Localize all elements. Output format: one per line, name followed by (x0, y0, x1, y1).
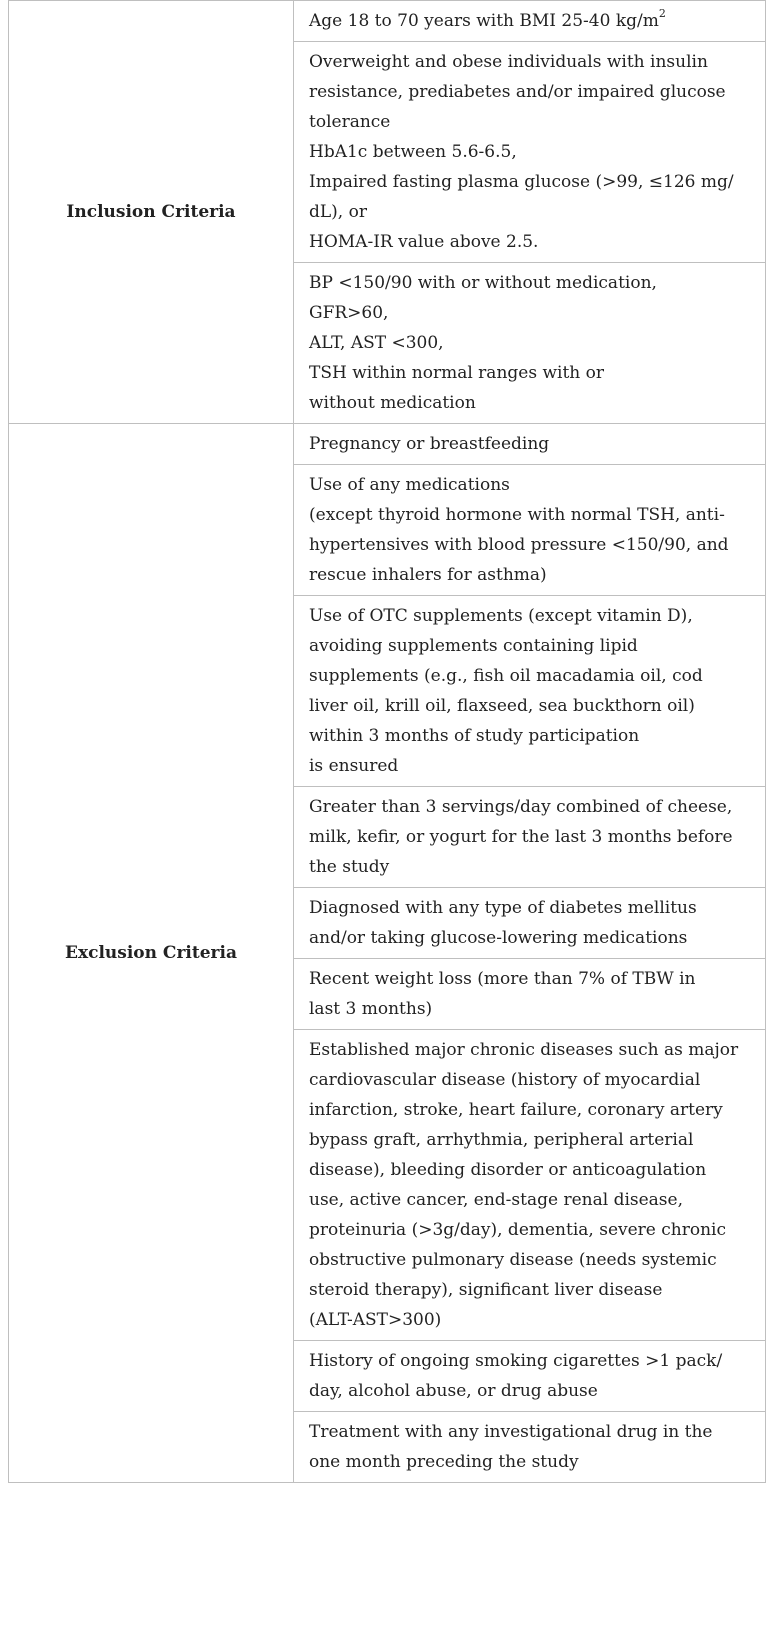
criteria-line (309, 197, 751, 227)
criteria-line (309, 268, 751, 298)
criteria-line-text: disease), bleeding disorder or anticoagulation (309, 1160, 707, 1180)
criteria-cell (294, 1030, 766, 1341)
superscript: 2 (658, 7, 666, 21)
criteria-line-text: supplements (e.g., fish oil macadamia oil, cod (309, 666, 703, 686)
criteria-line-text: Use of OTC supplements (except vitamin D), (309, 606, 693, 626)
criteria-line-text: Impaired fasting plasma glucose (>99, ≤126 mg/ (309, 172, 734, 192)
criteria-line-text: TSH within normal ranges with or (309, 363, 604, 383)
criteria-line-text: HbA1c between 5.6-6.5, (309, 142, 517, 162)
criteria-line (309, 822, 751, 852)
criteria-line (309, 1065, 751, 1095)
criteria-line-text: (except thyroid hormone with normal TSH, anti- (309, 505, 725, 525)
criteria-line-text: Overweight and obese individuals with insulin (309, 52, 708, 72)
criteria-line (309, 388, 751, 418)
criteria-line (309, 137, 751, 167)
criteria-line (309, 328, 751, 358)
criteria-line (309, 429, 751, 459)
criteria-line (309, 1447, 751, 1477)
criteria-cell (294, 1412, 766, 1483)
criteria-line-text: History of ongoing smoking cigarettes >1 pack/ (309, 1351, 723, 1371)
criteria-line-text: last 3 months) (309, 999, 433, 1019)
criteria-line-text: use, active cancer, end-stage renal disease, (309, 1190, 683, 1210)
criteria-line (309, 500, 751, 530)
criteria-cell (294, 1, 766, 42)
criteria-line (309, 77, 751, 107)
criteria-line-text: steroid therapy), significant liver disease (309, 1280, 663, 1300)
criteria-line (309, 994, 751, 1024)
criteria-line-text: and/or taking glucose-lowering medications (309, 928, 688, 948)
criteria-line (309, 227, 751, 257)
criteria-line (309, 1376, 751, 1406)
criteria-line (309, 1417, 751, 1447)
criteria-line (309, 47, 751, 77)
criteria-line (309, 298, 751, 328)
criteria-cell (294, 1341, 766, 1412)
criteria-line-text: Treatment with any investigational drug in the (309, 1422, 713, 1442)
criteria-line-text: rescue inhalers for asthma) (309, 565, 547, 585)
criteria-line (309, 107, 751, 137)
criteria-line-text: resistance, prediabetes and/or impaired glucose (309, 82, 726, 102)
criteria-line-text: liver oil, krill oil, flaxseed, sea buckthorn oil) (309, 696, 695, 716)
criteria-line-text: (ALT-AST>300) (309, 1310, 442, 1330)
criteria-line (309, 1035, 751, 1065)
criteria-cell (294, 787, 766, 888)
criteria-line (309, 721, 751, 751)
criteria-line-text: hypertensives with blood pressure <150/90, and (309, 535, 729, 555)
criteria-line (309, 1155, 751, 1185)
criteria-line (309, 167, 751, 197)
criteria-line-text: Recent weight loss (more than 7% of TBW in (309, 969, 696, 989)
criteria-line (309, 631, 751, 661)
criteria-line (309, 1185, 751, 1215)
criteria-line-text: cardiovascular disease (history of myocardial (309, 1070, 701, 1090)
criteria-line-text: Pregnancy or breastfeeding (309, 434, 550, 454)
criteria-table-body (9, 1, 766, 1483)
criteria-line (309, 661, 751, 691)
criteria-group-label: Inclusion Criteria (9, 1, 294, 424)
criteria-line (309, 6, 751, 36)
criteria-line-text: proteinuria (>3g/day), dementia, severe chronic (309, 1220, 726, 1240)
criteria-line (309, 964, 751, 994)
criteria-line-text: milk, kefir, or yogurt for the last 3 months before (309, 827, 733, 847)
criteria-line-text: Greater than 3 servings/day combined of cheese, (309, 797, 733, 817)
criteria-line (309, 1346, 751, 1376)
criteria-line-text: Diagnosed with any type of diabetes mellitus (309, 898, 697, 918)
table-row (9, 1, 766, 42)
table-row (9, 424, 766, 465)
criteria-line (309, 691, 751, 721)
criteria-line-text: day, alcohol abuse, or drug abuse (309, 1381, 598, 1401)
criteria-cell (294, 424, 766, 465)
criteria-line-text: HOMA-IR value above 2.5. (309, 232, 539, 252)
criteria-line-text: bypass graft, arrhythmia, peripheral arterial (309, 1130, 694, 1150)
criteria-line-text: one month preceding the study (309, 1452, 579, 1472)
criteria-line (309, 1245, 751, 1275)
criteria-line-text: ALT, AST <300, (309, 333, 444, 353)
criteria-line (309, 470, 751, 500)
criteria-line (309, 1125, 751, 1155)
criteria-line (309, 923, 751, 953)
criteria-line (309, 560, 751, 590)
criteria-group-label: Exclusion Criteria (9, 424, 294, 1483)
criteria-line-text: Age 18 to 70 years with BMI 25-40 kg/m (309, 11, 659, 31)
criteria-line-text: avoiding supplements containing lipid (309, 636, 638, 656)
criteria-line (309, 792, 751, 822)
criteria-line (309, 1095, 751, 1125)
criteria-line (309, 893, 751, 923)
criteria-line-text: tolerance (309, 112, 391, 132)
criteria-cell (294, 42, 766, 263)
criteria-cell (294, 888, 766, 959)
criteria-line-text: within 3 months of study participation (309, 726, 640, 746)
criteria-line (309, 601, 751, 631)
criteria-line-text: is ensured (309, 756, 399, 776)
criteria-line-text: Use of any medications (309, 475, 510, 495)
criteria-line (309, 1275, 751, 1305)
criteria-line (309, 751, 751, 781)
criteria-line-text: dL), or (309, 202, 367, 222)
criteria-line-text: infarction, stroke, heart failure, coronary artery (309, 1100, 723, 1120)
criteria-cell (294, 465, 766, 596)
criteria-line (309, 1305, 751, 1335)
criteria-line-text: obstructive pulmonary disease (needs systemic (309, 1250, 717, 1270)
criteria-line-text: GFR>60, (309, 303, 389, 323)
criteria-line-text: BP <150/90 with or without medication, (309, 273, 657, 293)
criteria-line (309, 530, 751, 560)
criteria-line (309, 358, 751, 388)
criteria-line (309, 852, 751, 882)
criteria-line (309, 1215, 751, 1245)
criteria-table (8, 0, 766, 1483)
criteria-line-text: without medication (309, 393, 476, 413)
criteria-cell (294, 263, 766, 424)
criteria-cell (294, 596, 766, 787)
criteria-cell (294, 959, 766, 1030)
criteria-line-text: the study (309, 857, 390, 877)
criteria-line-text: Established major chronic diseases such as major (309, 1040, 739, 1060)
